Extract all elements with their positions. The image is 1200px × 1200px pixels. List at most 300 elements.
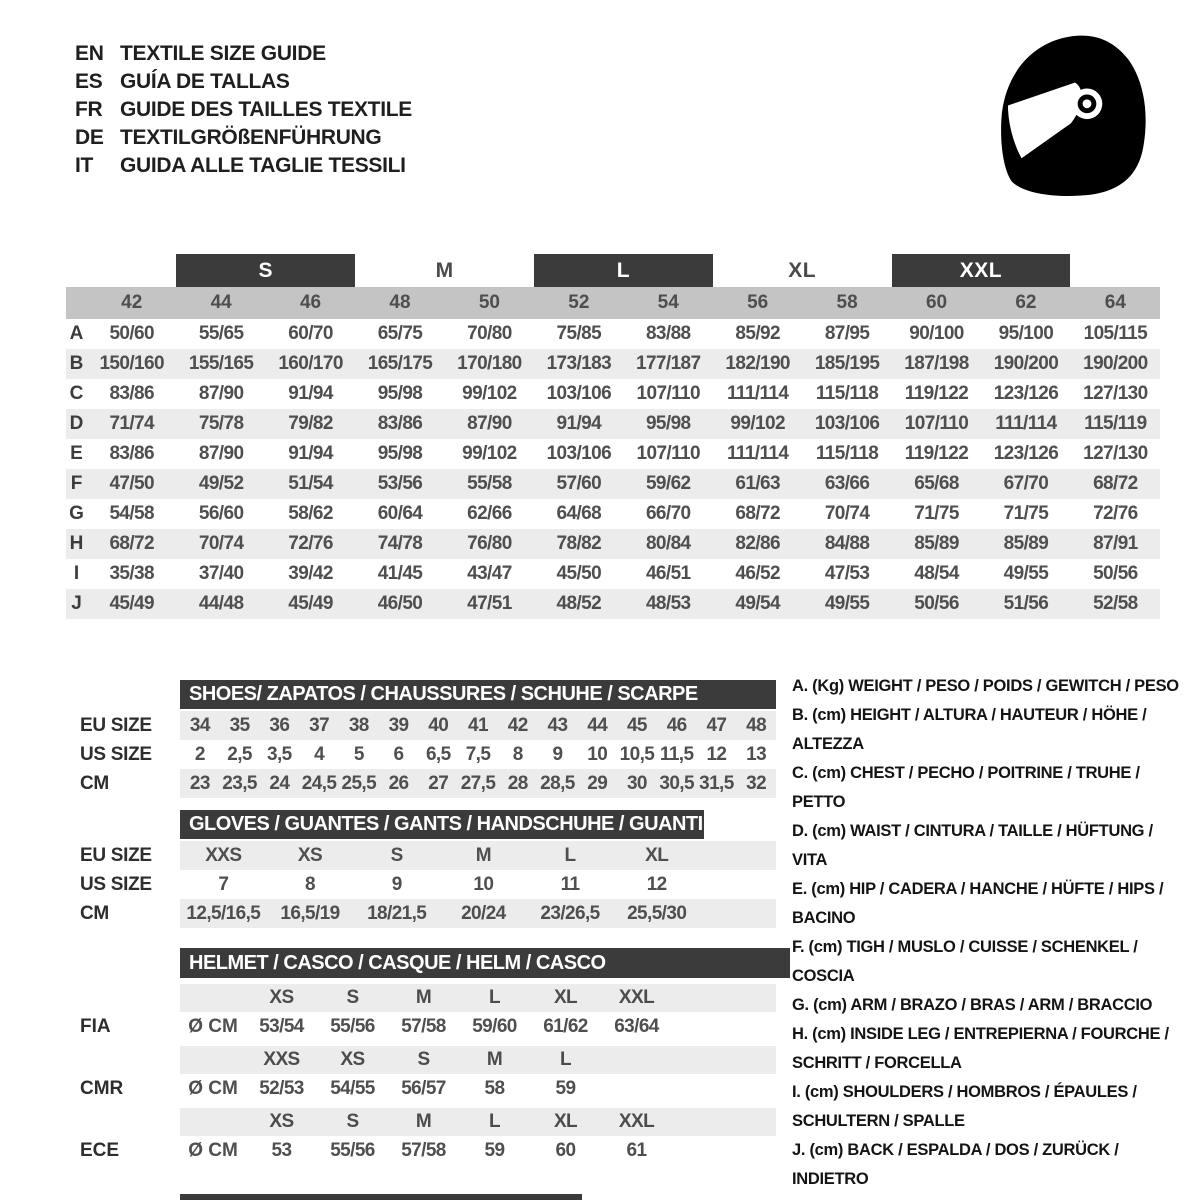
- helmet-size: S: [346, 1111, 359, 1132]
- size-value: 70/74: [824, 503, 870, 524]
- size-value: 68/72: [109, 533, 154, 554]
- size-group-xl: XL: [788, 259, 817, 282]
- size-value: 47/53: [824, 563, 870, 584]
- size-value: 67/70: [1003, 473, 1049, 494]
- size-value: 13: [746, 744, 767, 765]
- helmet-size: L: [488, 987, 500, 1008]
- size-value: 47/50: [109, 473, 154, 494]
- size-value: 28,5: [540, 773, 575, 794]
- numeric-size: 50: [478, 292, 500, 313]
- size-value: 119/122: [904, 443, 969, 464]
- standard-label: CMR: [80, 1078, 124, 1099]
- helmet-value: 59: [555, 1078, 576, 1099]
- size-value: 85/92: [735, 323, 780, 344]
- gloves-cells: [180, 870, 776, 899]
- numeric-size: 54: [657, 292, 679, 313]
- legend-item: J. (cm) BACK / ESPALDA / DOS / ZURÜCK / INDIETRO: [792, 1141, 1119, 1188]
- row-letter: J: [71, 593, 82, 614]
- numeric-size: 60: [925, 292, 948, 313]
- helmet-section-header: HELMET / CASCO / CASQUE / HELM / CASCO: [180, 948, 790, 978]
- size-value: 30: [626, 773, 647, 794]
- size-value: 103/106: [546, 383, 612, 404]
- size-value: 35/38: [109, 563, 154, 584]
- numeric-size: 42: [121, 292, 143, 313]
- racing-helmet-icon: [985, 28, 1155, 200]
- size-value: 48/54: [914, 563, 959, 584]
- diameter-unit: Ø CM: [188, 1140, 238, 1161]
- size-group-header-row: [66, 254, 1160, 287]
- helmet-size: S: [417, 1049, 430, 1070]
- language-code: FR: [75, 98, 103, 121]
- legend-item: C. (cm) CHEST / PECHO / POITRINE / TRUHE / PETTO: [792, 764, 1140, 811]
- size-value: 46: [666, 715, 687, 736]
- legend-item: B. (cm) HEIGHT / ALTURA / HAUTEUR / HÖHE / ALTEZZA: [792, 706, 1147, 753]
- textile-row: [66, 439, 1160, 469]
- size-value: 50/60: [109, 323, 154, 344]
- unit-spacer: [180, 1046, 246, 1074]
- size-value: 50/56: [914, 593, 959, 614]
- size-value: 150/160: [99, 353, 164, 374]
- size-value: 51/56: [1003, 593, 1049, 614]
- helmet-size: M: [486, 1049, 503, 1070]
- helmet-value: 54/55: [330, 1078, 375, 1099]
- size-value: 111/114: [726, 443, 789, 464]
- size-value: 39: [388, 715, 409, 736]
- row-letter: A: [69, 323, 84, 344]
- standard-label: FIA: [80, 1016, 111, 1037]
- size-value: 85/89: [914, 533, 959, 554]
- size-value: 83/86: [109, 443, 154, 464]
- helmet-size: L: [559, 1049, 571, 1070]
- row-letter: B: [69, 353, 84, 374]
- language-title: TEXTILGRÖßENFÜHRUNG: [120, 126, 382, 149]
- size-value: 53/56: [377, 473, 423, 494]
- size-value: 75/78: [198, 413, 244, 434]
- language-title-block: [75, 40, 412, 180]
- size-value: 47/51: [467, 593, 512, 614]
- size-value: 24,5: [301, 773, 337, 794]
- language-code: DE: [75, 126, 104, 149]
- size-value: 107/110: [904, 413, 969, 434]
- size-value: 70/74: [198, 533, 244, 554]
- numeric-size-row: [66, 287, 1160, 319]
- numeric-size: 44: [210, 292, 232, 313]
- language-row: [75, 124, 412, 152]
- helmet-size: XL: [553, 987, 578, 1008]
- size-value: 37/40: [198, 563, 244, 584]
- legend-item: I. (cm) SHOULDERS / HOMBROS / ÉPAULES / SCHULTERN / SPALLE: [792, 1083, 1137, 1130]
- unit-spacer: [180, 984, 246, 1012]
- size-value: 71/74: [109, 413, 154, 434]
- textile-row: [66, 469, 1160, 499]
- language-title: TEXTILE SIZE GUIDE: [120, 42, 326, 65]
- size-value: 170/180: [457, 353, 522, 374]
- size-value: 85/89: [1003, 533, 1049, 554]
- size-value: 6: [393, 744, 404, 765]
- unit-spacer: [180, 1108, 246, 1136]
- size-value: 45/49: [109, 593, 154, 614]
- size-value: 37: [309, 715, 330, 736]
- helmet-size: M: [415, 987, 432, 1008]
- language-row: [75, 152, 412, 180]
- size-value: 87/90: [198, 443, 244, 464]
- size-group-s: S: [176, 254, 355, 287]
- row-letter: F: [70, 473, 83, 494]
- size-value: 173/183: [546, 353, 612, 374]
- size-value: 91/94: [288, 383, 333, 404]
- helmet-sizes-row: [180, 1108, 776, 1136]
- size-value: 34: [189, 715, 210, 736]
- size-value: 95/100: [998, 323, 1054, 344]
- size-value: 65/75: [377, 323, 423, 344]
- textile-row: [66, 529, 1160, 559]
- size-value: 64/68: [556, 503, 602, 524]
- helmet-value: 53/54: [259, 1016, 304, 1037]
- standard-label: ECE: [80, 1140, 120, 1161]
- size-value: 23: [189, 773, 210, 794]
- helmet-size: S: [346, 987, 359, 1008]
- textile-size-table: [66, 254, 1160, 619]
- size-value: 70/80: [467, 323, 512, 344]
- row-letter: I: [73, 563, 80, 584]
- textile-measurement-rows: [66, 319, 1160, 619]
- textile-row: [66, 589, 1160, 619]
- language-code: ES: [75, 70, 103, 93]
- helmet-value: 55/56: [330, 1016, 375, 1037]
- size-value: 72/76: [288, 533, 333, 554]
- helmet-value: 61: [626, 1140, 647, 1161]
- helmet-value: 61/62: [543, 1016, 588, 1037]
- size-value: 83/86: [377, 413, 423, 434]
- legend-item: A. (Kg) WEIGHT / PESO / POIDS / GEWITCH / PESO: [792, 677, 1179, 695]
- size-value: L: [564, 845, 576, 866]
- size-value: 84/88: [824, 533, 870, 554]
- textile-row: [66, 379, 1160, 409]
- diameter-unit: Ø CM: [188, 1016, 238, 1037]
- size-value: 45/50: [556, 563, 602, 584]
- size-value: 10,5: [619, 744, 655, 765]
- language-code: IT: [75, 154, 94, 177]
- size-value: 83/88: [645, 323, 691, 344]
- size-value: 48: [746, 715, 767, 736]
- size-value: S: [390, 845, 403, 866]
- size-group-l: L: [534, 254, 713, 287]
- shoes-cells: [180, 711, 776, 740]
- size-value: 46/51: [645, 563, 691, 584]
- diameter-unit: Ø CM: [188, 1078, 238, 1099]
- size-value: 65/68: [914, 473, 959, 494]
- size-value: 177/187: [636, 353, 701, 374]
- helmet-size: L: [488, 1111, 500, 1132]
- size-value: 31,5: [699, 773, 734, 794]
- size-value: 182/190: [725, 353, 790, 374]
- size-value: 44/48: [198, 593, 244, 614]
- legend-item: F. (cm) TIGH / MUSLO / CUISSE / SCHENKEL / COSCIA: [792, 938, 1138, 985]
- row-letter: E: [70, 443, 83, 464]
- size-value: 87/91: [1093, 533, 1138, 554]
- size-value: 3,5: [267, 744, 292, 765]
- size-value: 11,5: [659, 744, 694, 765]
- size-value: 28: [507, 773, 528, 794]
- size-value: 58/62: [288, 503, 333, 524]
- helmet-sizes-row: [180, 984, 776, 1012]
- size-value: 12: [706, 744, 727, 765]
- size-value: 119/122: [904, 383, 969, 404]
- size-value: 60/64: [377, 503, 423, 524]
- numeric-size: 52: [568, 292, 590, 313]
- size-value: 51/54: [288, 473, 333, 494]
- size-value: 45: [626, 715, 647, 736]
- legend-item: G. (cm) ARM / BRAZO / BRAS / ARM / BRACCIO: [792, 996, 1153, 1014]
- size-value: 57/60: [556, 473, 602, 494]
- size-value: 8: [512, 744, 523, 765]
- size-value: 111/114: [726, 383, 789, 404]
- size-value: 91/94: [288, 443, 333, 464]
- size-group-spacer: [87, 254, 176, 287]
- size-value: 91/94: [556, 413, 602, 434]
- size-value: 16,5/19: [280, 903, 340, 924]
- row-letter: G: [69, 503, 84, 524]
- size-value: 49/54: [735, 593, 780, 614]
- size-value: 43: [547, 715, 568, 736]
- size-value: 90/100: [909, 323, 964, 344]
- size-value: 99/102: [730, 413, 785, 434]
- helmet-value: 59: [484, 1140, 505, 1161]
- size-value: 2: [194, 744, 205, 765]
- helmet-size: M: [415, 1111, 432, 1132]
- helmet-values-row: [80, 1074, 820, 1104]
- size-value: 7,5: [465, 744, 491, 765]
- legend-item: H. (cm) INSIDE LEG / ENTREPIERNA / FOURCHE / SCHRITT / FORCELLA: [792, 1025, 1169, 1072]
- size-value: 35: [229, 715, 250, 736]
- size-value: 25,5/30: [627, 903, 687, 924]
- size-value: 25,5: [341, 773, 377, 794]
- size-value: 42: [507, 715, 528, 736]
- row-label: EU SIZE: [80, 715, 152, 736]
- size-value: 165/175: [367, 353, 433, 374]
- size-value: 68/72: [735, 503, 780, 524]
- size-value: 49/55: [824, 593, 870, 614]
- legend-item: E. (cm) HIP / CADERA / HANCHE / HÜFTE / HIPS / BACINO: [792, 880, 1164, 927]
- textile-row: [66, 559, 1160, 589]
- size-value: 103/106: [546, 443, 612, 464]
- helmet-values-row: [80, 1012, 820, 1042]
- size-value: XXS: [205, 845, 242, 866]
- textile-row: [66, 319, 1160, 349]
- size-value: 115/118: [815, 383, 879, 404]
- size-value: 12: [646, 874, 667, 895]
- helmet-size: XS: [269, 1111, 294, 1132]
- language-row: [75, 40, 412, 68]
- size-value: 99/102: [462, 383, 517, 404]
- size-value: 187/198: [904, 353, 969, 374]
- size-value: 54/58: [109, 503, 154, 524]
- size-value: 115/118: [815, 443, 879, 464]
- gloves-cells: [180, 841, 776, 870]
- size-value: 75/85: [556, 323, 602, 344]
- shoes-cells: [180, 740, 776, 769]
- cropped-section-bar: [180, 1194, 582, 1200]
- size-value: 11: [560, 874, 580, 895]
- numeric-size: 64: [1104, 292, 1126, 313]
- size-value: 41/45: [377, 563, 423, 584]
- helmet-value: 57/58: [401, 1140, 446, 1161]
- helmet-value: 55/56: [330, 1140, 375, 1161]
- size-value: 46/50: [377, 593, 423, 614]
- helmet-size: XS: [340, 1049, 365, 1070]
- size-value: 48/52: [556, 593, 602, 614]
- numeric-size: 56: [747, 292, 769, 313]
- size-value: 55/65: [198, 323, 244, 344]
- size-value: 160/170: [278, 353, 343, 374]
- size-value: 95/98: [377, 443, 423, 464]
- shoes-section-header: SHOES/ ZAPATOS / CHAUSSURES / SCHUHE / SCARPE: [180, 680, 776, 709]
- size-value: 23/26,5: [540, 903, 600, 924]
- gloves-section-header: GLOVES / GUANTES / GANTS / HANDSCHUHE / GUANTI: [180, 810, 704, 839]
- size-value: 79/82: [288, 413, 333, 434]
- size-value: 107/110: [636, 443, 700, 464]
- size-value: 27: [428, 773, 449, 794]
- textile-row: [66, 349, 1160, 379]
- size-value: 71/75: [1003, 503, 1049, 524]
- size-value: 123/126: [993, 383, 1059, 404]
- helmet-size: XXL: [618, 1111, 655, 1132]
- legend-item: D. (cm) WAIST / CINTURA / TAILLE / HÜFTUNG / VITA: [792, 822, 1153, 869]
- numeric-size: 62: [1015, 292, 1037, 313]
- size-value: 18/21,5: [367, 903, 427, 924]
- numeric-size: 58: [836, 292, 858, 313]
- row-label: EU SIZE: [80, 845, 152, 866]
- size-value: 185/195: [814, 353, 880, 374]
- size-value: 32: [746, 773, 767, 794]
- racing-helmet-icon-svg: [985, 28, 1155, 200]
- measurement-legend: [792, 672, 1190, 1194]
- size-value: 49/52: [198, 473, 244, 494]
- helmet-rows: [80, 984, 820, 1166]
- size-value: 8: [305, 874, 315, 895]
- helmet-value: 63/64: [614, 1016, 659, 1037]
- helmet-value: 59/60: [472, 1016, 517, 1037]
- size-value: 20/24: [461, 903, 506, 924]
- size-value: 38: [348, 715, 369, 736]
- helmet-size: XL: [553, 1111, 578, 1132]
- size-value: 74/78: [377, 533, 423, 554]
- size-value: 40: [428, 715, 449, 736]
- size-value: 45/49: [288, 593, 333, 614]
- size-value: 99/102: [462, 443, 517, 464]
- size-value: 2,5: [227, 744, 252, 765]
- size-value: 47: [706, 715, 727, 736]
- size-value: 68/72: [1093, 473, 1138, 494]
- size-value: 7: [218, 874, 229, 895]
- size-value: 50/56: [1093, 563, 1138, 584]
- helmet-value: 57/58: [401, 1016, 446, 1037]
- size-group-m: M: [435, 259, 454, 282]
- size-value: 29: [587, 773, 608, 794]
- helmet-value: 53: [271, 1140, 292, 1161]
- size-group-xxl: XXL: [892, 254, 1071, 287]
- size-value: 127/130: [1083, 383, 1148, 404]
- numeric-size: 48: [389, 292, 411, 313]
- size-value: 41: [468, 715, 488, 736]
- size-value: 27,5: [460, 773, 496, 794]
- textile-row: [66, 499, 1160, 529]
- row-label: US SIZE: [80, 874, 152, 895]
- size-value: 30,5: [659, 773, 694, 794]
- size-value: 4: [314, 744, 325, 765]
- helmet-sizes-row: [180, 1046, 776, 1074]
- size-value: 80/84: [645, 533, 691, 554]
- size-value: 95/98: [377, 383, 423, 404]
- numeric-size: 46: [299, 292, 322, 313]
- size-value: 24: [269, 773, 290, 794]
- size-value: 87/95: [824, 323, 870, 344]
- size-value: 62/66: [467, 503, 512, 524]
- helmet-value: 58: [484, 1078, 505, 1099]
- size-value: 190/200: [993, 353, 1059, 374]
- size-value: 72/76: [1093, 503, 1138, 524]
- size-value: 78/82: [556, 533, 602, 554]
- language-code: EN: [75, 42, 104, 65]
- language-title: GUIDA ALLE TAGLIE TESSILI: [120, 154, 406, 177]
- helmet-size: XS: [269, 987, 294, 1008]
- size-value: 95/98: [645, 413, 691, 434]
- size-value: XL: [645, 845, 669, 866]
- row-letter: D: [69, 413, 84, 434]
- shoes-cells: [180, 769, 776, 798]
- helmet-values-row: [80, 1136, 820, 1166]
- size-value: 82/86: [735, 533, 780, 554]
- helmet-value: 52/53: [259, 1078, 304, 1099]
- size-value: 61/63: [735, 473, 780, 494]
- size-value: 83/86: [109, 383, 154, 404]
- size-value: 103/106: [814, 413, 880, 434]
- size-value: 10: [587, 744, 608, 765]
- row-label: CM: [80, 903, 109, 924]
- size-value: 76/80: [467, 533, 512, 554]
- size-value: 55/58: [467, 473, 512, 494]
- size-value: 9: [391, 874, 402, 895]
- size-value: 107/110: [636, 383, 700, 404]
- row-letter: C: [69, 383, 84, 404]
- size-value: 111/114: [995, 413, 1057, 434]
- size-value: 5: [353, 744, 364, 765]
- size-value: 63/66: [824, 473, 870, 494]
- size-value: 87/90: [467, 413, 512, 434]
- helmet-size: XXS: [263, 1049, 300, 1070]
- size-value: 71/75: [914, 503, 959, 524]
- size-value: 12,5/16,5: [186, 903, 261, 924]
- size-value: 44: [587, 715, 608, 736]
- size-value: 10: [473, 874, 494, 895]
- size-value: 190/200: [1083, 353, 1148, 374]
- size-value: XS: [297, 845, 323, 866]
- helmet-size: XXL: [618, 987, 655, 1008]
- size-value: 36: [269, 715, 290, 736]
- row-label: CM: [80, 773, 109, 794]
- size-value: 105/115: [1083, 323, 1148, 344]
- size-value: M: [475, 845, 491, 866]
- size-value: 56/60: [198, 503, 244, 524]
- size-value: 87/90: [198, 383, 244, 404]
- size-value: 155/165: [188, 353, 254, 374]
- row-label: US SIZE: [80, 744, 152, 765]
- numeric-row-spacer: [66, 287, 87, 319]
- size-value: 39/42: [288, 563, 333, 584]
- row-letter: H: [69, 533, 84, 554]
- size-value: 60/70: [288, 323, 333, 344]
- helmet-value: 60: [555, 1140, 576, 1161]
